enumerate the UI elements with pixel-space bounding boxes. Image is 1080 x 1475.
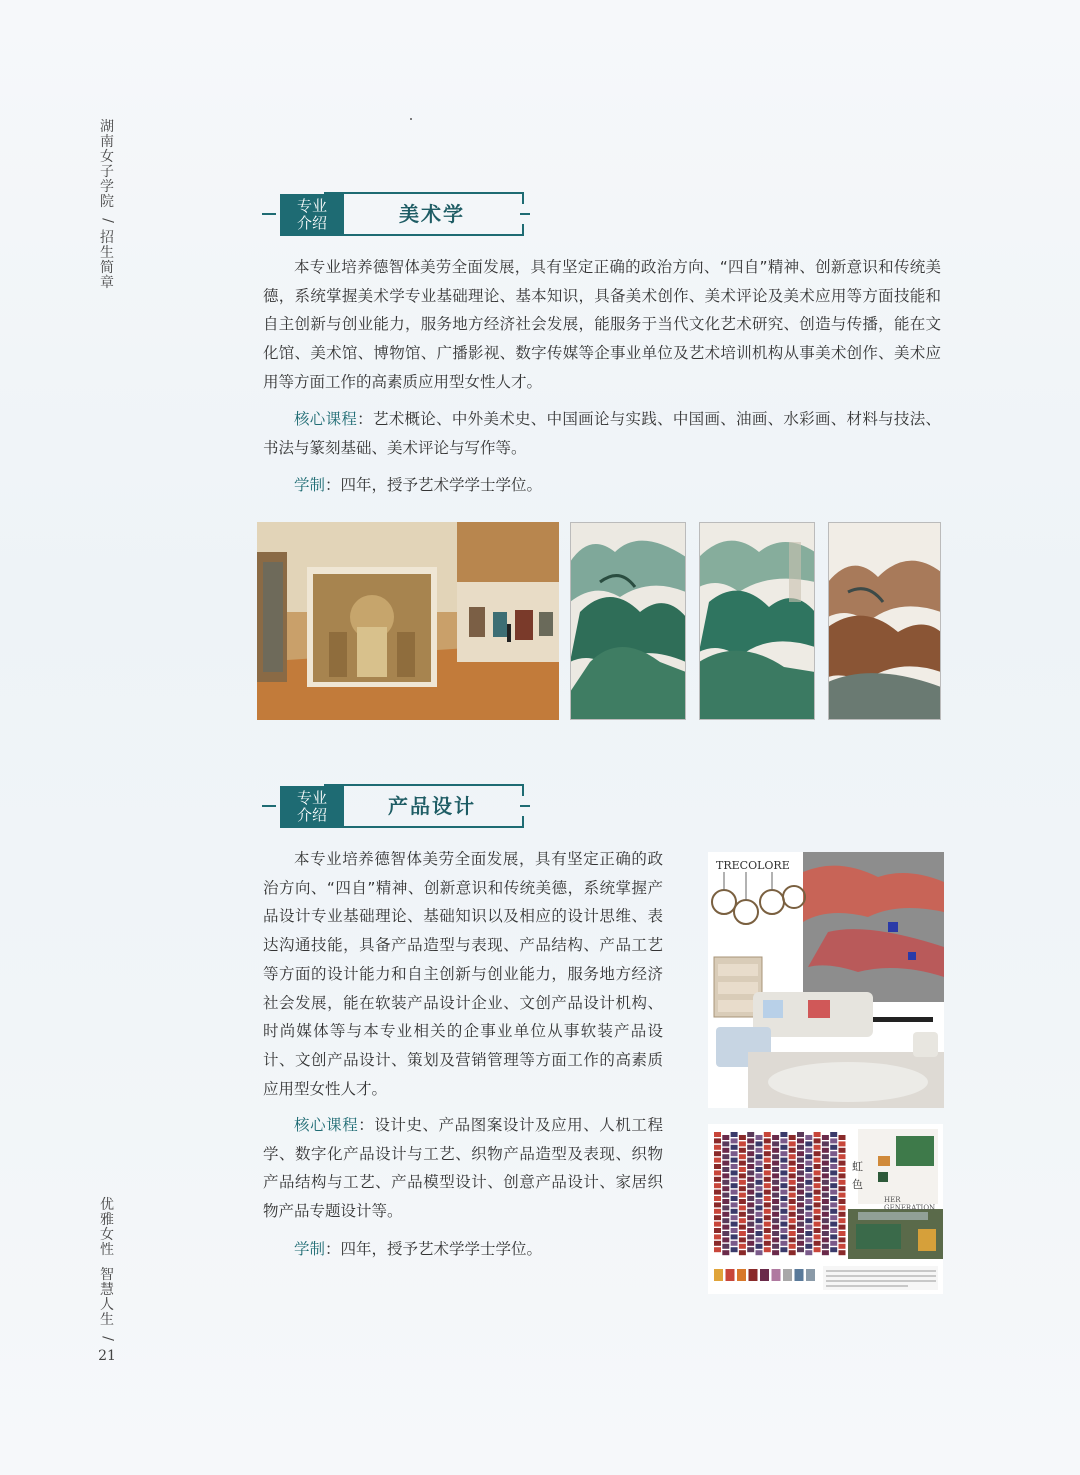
color-word-color: 色 [852, 1178, 863, 1191]
moodboard-brand: TRECOLORE [716, 859, 790, 872]
color-word-rainbow: 虹 [852, 1160, 863, 1173]
landscape-painting-3 [828, 522, 941, 720]
landscape-painting-2 [699, 522, 815, 720]
color-study-board [708, 1124, 943, 1294]
color-mosaic [714, 1132, 846, 1255]
color-swatches [714, 1269, 815, 1281]
school-name: 湖南女子学院 [100, 119, 114, 210]
section-header-product-design [262, 782, 530, 832]
slogan-left: 优雅女性 [100, 1197, 114, 1258]
intro-tag: 专业 介绍 [280, 194, 344, 236]
brochure-name: 招生简章 [100, 230, 114, 291]
intro-tag: 专业 介绍 [280, 786, 344, 828]
running-footer [98, 1198, 116, 1364]
divider: / [99, 1336, 116, 1341]
section-header-fine-arts [262, 190, 530, 240]
fine-arts-duration: 学制：四年，授予艺术学学士学位。 [294, 476, 543, 494]
page-number: 21 [98, 1348, 116, 1364]
product-design-duration: 学制：四年，授予艺术学学士学位。 [294, 1240, 543, 1258]
landscape-painting-1 [570, 522, 686, 720]
gallery-photo [257, 522, 559, 720]
section-title: 产品设计 [388, 794, 476, 818]
section-title: 美术学 [399, 202, 465, 226]
product-design-intro: 本专业培养德智体美劳全面发展，具有坚定正确的政治方向、“四自”精神、创新意识和传统美德，系统掌握产品设计专业基础理论、基础知识以及相应的设计思维、表达沟通技能，具备产品造型与表现、产品结构、产品工艺等方面的设计能力和自主创新与创业能力，服务地方经济社会发展，能在软装产品设计企业、文创产品设计机构、时尚媒体等与本专业相关的企事业单位从事软装产品设计、文创产品设计、策划及营销管理等方面工作的高素质应用型女性人才。 [263, 850, 663, 1098]
fine-arts-intro: 本专业培养德智体美劳全面发展，具有坚定正确的政治方向、“四自”精神、创新意识和传统美德，系统掌握美术学专业基础理论、基本知识，具备美术创作、美术评论及美术应用等方面技能和自主创新与创业能力，服务地方经济社会发展，能服务于当代文化艺术研究、创造与传播，能在文化馆、美术馆、博物馆、广播影视、数字传媒等企事业单位及艺术培训机构从事美术创作、美术应用等方面工作的高素质应用型女性人才。 [263, 258, 941, 391]
dot-mark [410, 118, 412, 120]
interior-moodboard [708, 852, 944, 1108]
product-design-courses: 核心课程：设计史、产品图案设计及应用、人机工程学、数字化产品设计与工艺、织物产品造型及表现、织物产品结构与工艺、产品模型设计、创意产品设计、家居织物产品专题设计等。 [263, 1116, 663, 1221]
fine-arts-courses: 核心课程：艺术概论、中外美术史、中国画论与实践、中国画、油画、水彩画、材料与技法、书法与篆刻基础、美术评论与写作等。 [263, 410, 941, 457]
slogan-right: 智慧人生 [100, 1267, 114, 1328]
running-header [98, 120, 116, 291]
divider: / [99, 218, 116, 223]
logo-text: HER GENERATION [884, 1196, 936, 1212]
